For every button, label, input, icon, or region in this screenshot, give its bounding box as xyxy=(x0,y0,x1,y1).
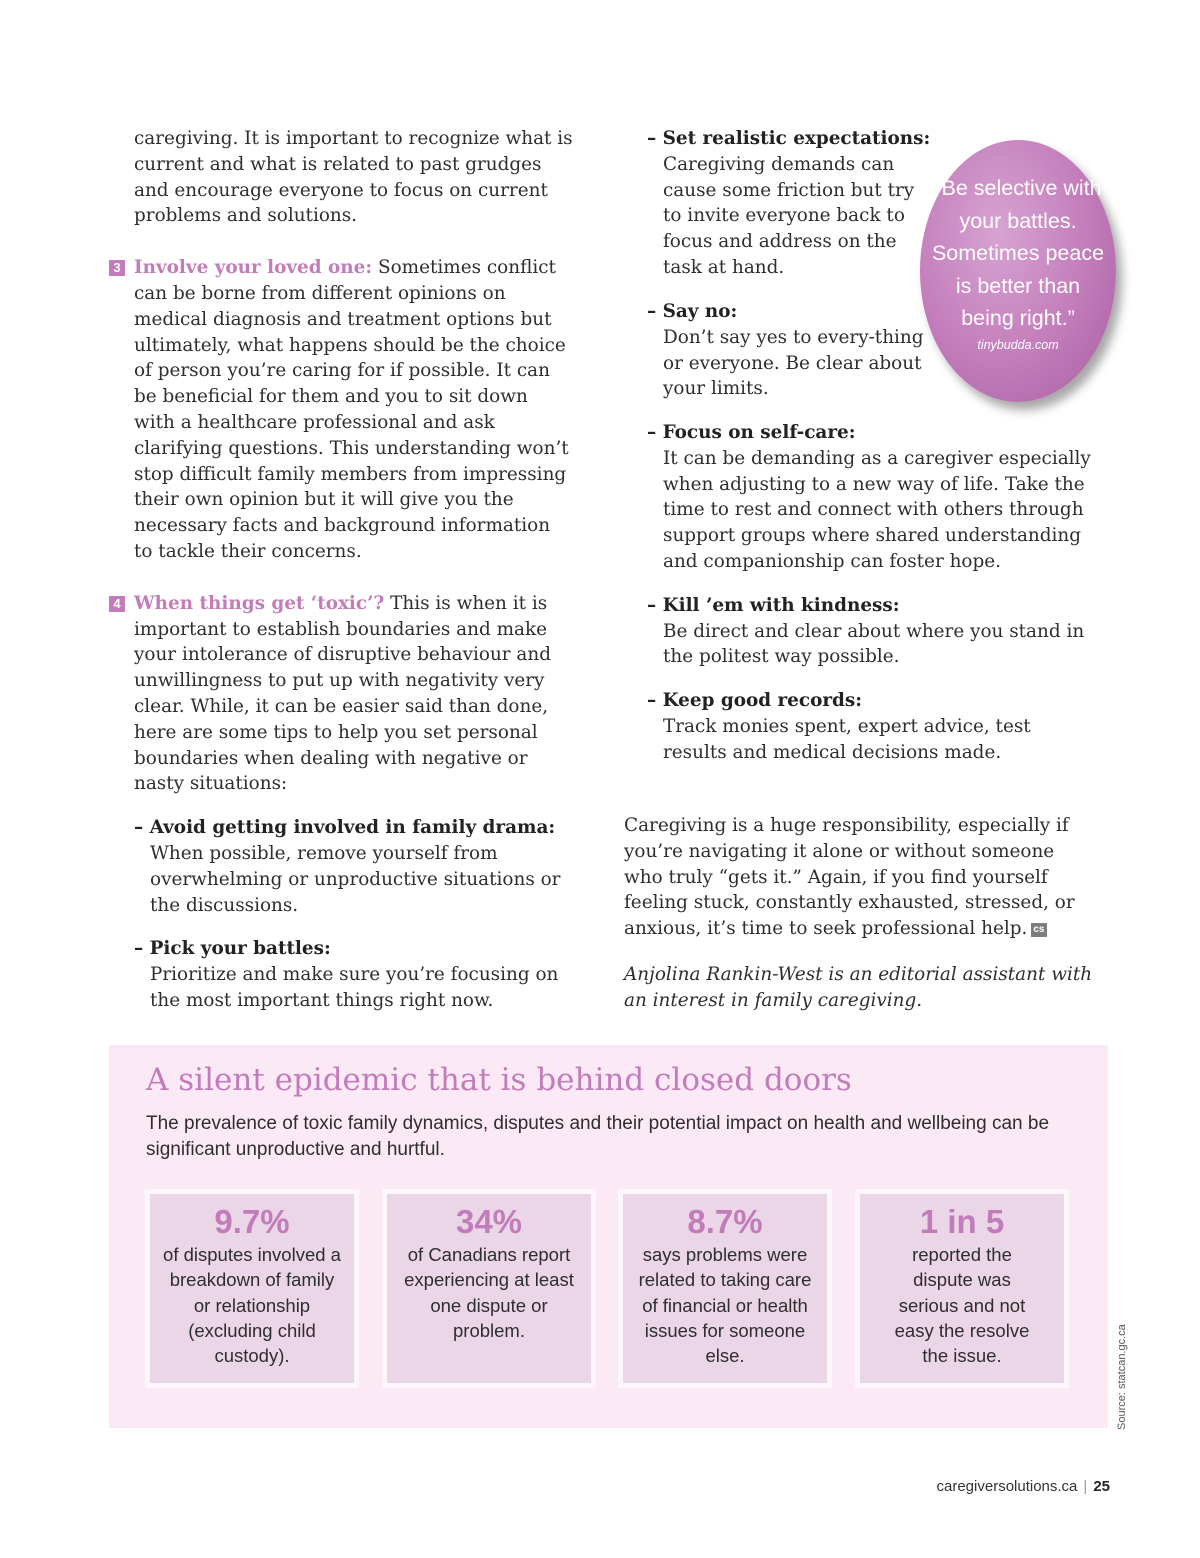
stat-value: 34% xyxy=(455,1203,523,1240)
item-involve-loved-one xyxy=(113,255,574,565)
pull-quote-source: tinybudda.com xyxy=(977,338,1059,352)
tip-text: Prioritize and make sure you’re focusing on the most important things right now. xyxy=(150,964,559,1011)
tip-text: It can be demanding as a caregiver especially when adjusting to a new way of life. Take the time to rest and connect with others through support groups where shared understanding and companionship can foster hope. xyxy=(663,447,1091,572)
item-heading: Involve your loved one: xyxy=(134,257,373,279)
item-number-badge: 3 xyxy=(109,260,125,276)
author-bio: Anjolina Rankin-West is an editorial assistant with an interest in family caregiving. xyxy=(624,963,1093,1011)
tip-heading: – Focus on self-care: xyxy=(647,422,856,443)
stat-card xyxy=(145,1189,359,1388)
item-number-badge: 4 xyxy=(109,596,125,612)
tip-records xyxy=(647,688,1097,765)
tip-heading: – Keep good records: xyxy=(647,690,863,712)
left-column xyxy=(113,126,574,1014)
tip-pick-battles xyxy=(134,936,574,1013)
stat-text: reported the dispute was serious and not easy the resolve the issue. xyxy=(894,1244,1030,1367)
end-mark-icon: cs xyxy=(1033,924,1045,936)
footer-separator: | xyxy=(1083,1478,1088,1495)
stat-card xyxy=(382,1189,596,1388)
tip-text: Be direct and clear about where you stand in the politest way possible. xyxy=(663,620,1085,668)
tip-heading: – Pick your battles: xyxy=(134,938,331,960)
tip-heading: – Say no: xyxy=(647,301,738,322)
item-text: This is when it is important to establish boundaries and make your intolerance of disruptive behaviour and unwillingness to put up with negativity very clear. While, it can be easier said than done, here are some tips to help you set personal boundaries when dealing with negative or nasty situations: xyxy=(134,592,552,795)
item-text: Sometimes conflict can be borne from different opinions on medical diagnosis and treatment options but ultimately, what happens should be the choice of person you’re caring for if possible. It can be beneficial for them and you to sit down with a healthcare professional and ask clarifying questions. This understanding won’t stop difficult family members from impressing their own opinion but it will give you the necessary facts and background information to tackle their concerns. xyxy=(134,257,569,562)
intro-paragraph: caregiving. It is important to recognize what is current and what is related to past grudges and encourage everyone to focus on current problems and solutions. xyxy=(134,128,573,227)
footer-site-link[interactable]: caregiversolutions.ca xyxy=(936,1478,1078,1495)
item-when-toxic xyxy=(113,591,574,797)
stat-text: says problems were related to taking care of financial or health issues for someone else. xyxy=(638,1244,812,1367)
right-column-lower xyxy=(647,420,1097,766)
closing-text: Caregiving is a huge responsibility, especially if you’re navigating it alone or without someone who truly “gets it.” Again, if you find yourself feeling stuck, constantly exhausted, stressed, or anxious, it’s time to seek professional help. xyxy=(624,815,1075,940)
pull-quote xyxy=(920,140,1116,402)
tip-realistic-expectations xyxy=(647,126,935,281)
tip-text: Track monies spent, expert advice, test results and medical decisions made. xyxy=(663,715,1031,763)
stat-card xyxy=(855,1189,1069,1388)
tip-self-care xyxy=(647,420,1097,575)
tip-text: When possible, remove yourself from overwhelming or unproductive situations or the discussions. xyxy=(150,842,561,916)
tip-kindness xyxy=(647,593,1097,670)
closing-block xyxy=(624,813,1094,1014)
stat-text: of Canadians report experiencing at least one dispute or problem. xyxy=(404,1244,574,1341)
source-credit: Source: statcan.gc.ca xyxy=(1116,1324,1128,1430)
tip-avoid-drama xyxy=(134,815,574,918)
stat-text: of disputes involved a breakdown of family or relationship (excluding child custody). xyxy=(163,1244,341,1367)
infographic-description: The prevalence of toxic family dynamics, disputes and their potential impact on health and wellbeing can be significant unproductive and hurtful. xyxy=(146,1113,1050,1160)
stat-value: 9.7% xyxy=(214,1203,290,1240)
page-footer xyxy=(937,1478,1111,1495)
tip-heading: – Kill ’em with kindness: xyxy=(647,594,900,616)
stat-value: 1 in 5 xyxy=(919,1203,1005,1240)
page-number: 25 xyxy=(1093,1478,1110,1495)
tip-text: Don’t say yes to every-thing or everyone. Be clear about your limits. xyxy=(663,326,924,400)
pull-quote-text: “Be selective with your battles. Sometimes peace is better than being right.” xyxy=(931,176,1105,330)
item-heading: When things get ‘toxic’? xyxy=(134,592,385,614)
tip-say-no xyxy=(647,299,935,402)
tip-heading: – Set realistic expectations: xyxy=(647,128,931,149)
infographic-title: A silent epidemic that is behind closed doors xyxy=(146,1062,852,1098)
tip-heading: – Avoid getting involved in family drama: xyxy=(134,817,556,839)
tip-text: Caregiving demands can cause some friction but try to invite everyone back to focus and address on the task at hand. xyxy=(663,153,915,278)
closing-paragraph xyxy=(624,813,1094,942)
stat-value: 8.7% xyxy=(687,1203,763,1240)
stat-card xyxy=(618,1189,832,1388)
